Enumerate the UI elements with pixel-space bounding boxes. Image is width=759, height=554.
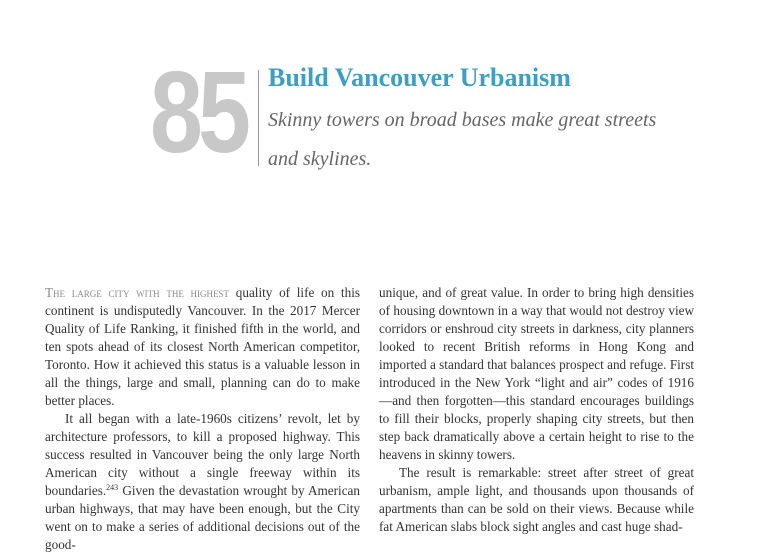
- body-column-right: [379, 284, 694, 536]
- body-column-left: [45, 284, 360, 554]
- chapter-number: 85: [150, 47, 246, 177]
- title-divider: [258, 70, 259, 166]
- chapter-title: Build Vancouver Urbanism: [268, 63, 571, 92]
- footnote-marker[interactable]: 243: [106, 483, 119, 492]
- paragraph: [379, 464, 694, 536]
- paragraph: [379, 284, 694, 464]
- chapter-subtitle: Skinny towers on broad bases make great streets and skylines.: [268, 109, 657, 170]
- paragraph-text: The result is remarkable: street after street of great urbanism, ample light, and thousands upon thousands of apartments than can be sold on their views. Because while fat American slabs block sight angles and cast huge shad-: [379, 465, 694, 534]
- lead-in: The large city with the highest: [45, 285, 230, 300]
- paragraph-text: unique, and of great value. In order to bring high densities of housing downtown in a way that would not destroy view corridors or enshroud city streets in darkness, city planners looked to recent British reforms in Hong Kong and imported a standard that balances prospect and refuge. First introduced in the New York “light and air” codes of 1916—and then forgotten—this standard encourages buildings to fill their blocks, properly shaping city streets, but then step back dramatically above a certain height to rise to the heavens in skinny towers.: [379, 285, 694, 462]
- paragraph-text: Given the devastation wrought by American urban highways, that may have been enough, but the City went on to make a series of additional decisions out of the good-: [45, 483, 360, 552]
- paragraph: [45, 410, 360, 554]
- paragraph-text: It all began with a late-1960s citizens’ revolt, let by architecture professors, to kill a proposed highway. This success resulted in Vancouver being the only large North American city without a single freeway within its boundaries.: [45, 411, 360, 498]
- paragraph: [45, 284, 360, 410]
- paragraph-text: quality of life on this continent is undisputedly Vancouver. In the 2017 Mercer Quality of Life Ranking, it finished fifth in the world, and ten spots ahead of its closest North American competitor, Toronto. How it achieved this status is a valuable lesson in all the things, large and small, planning can do to make better places.: [45, 285, 360, 408]
